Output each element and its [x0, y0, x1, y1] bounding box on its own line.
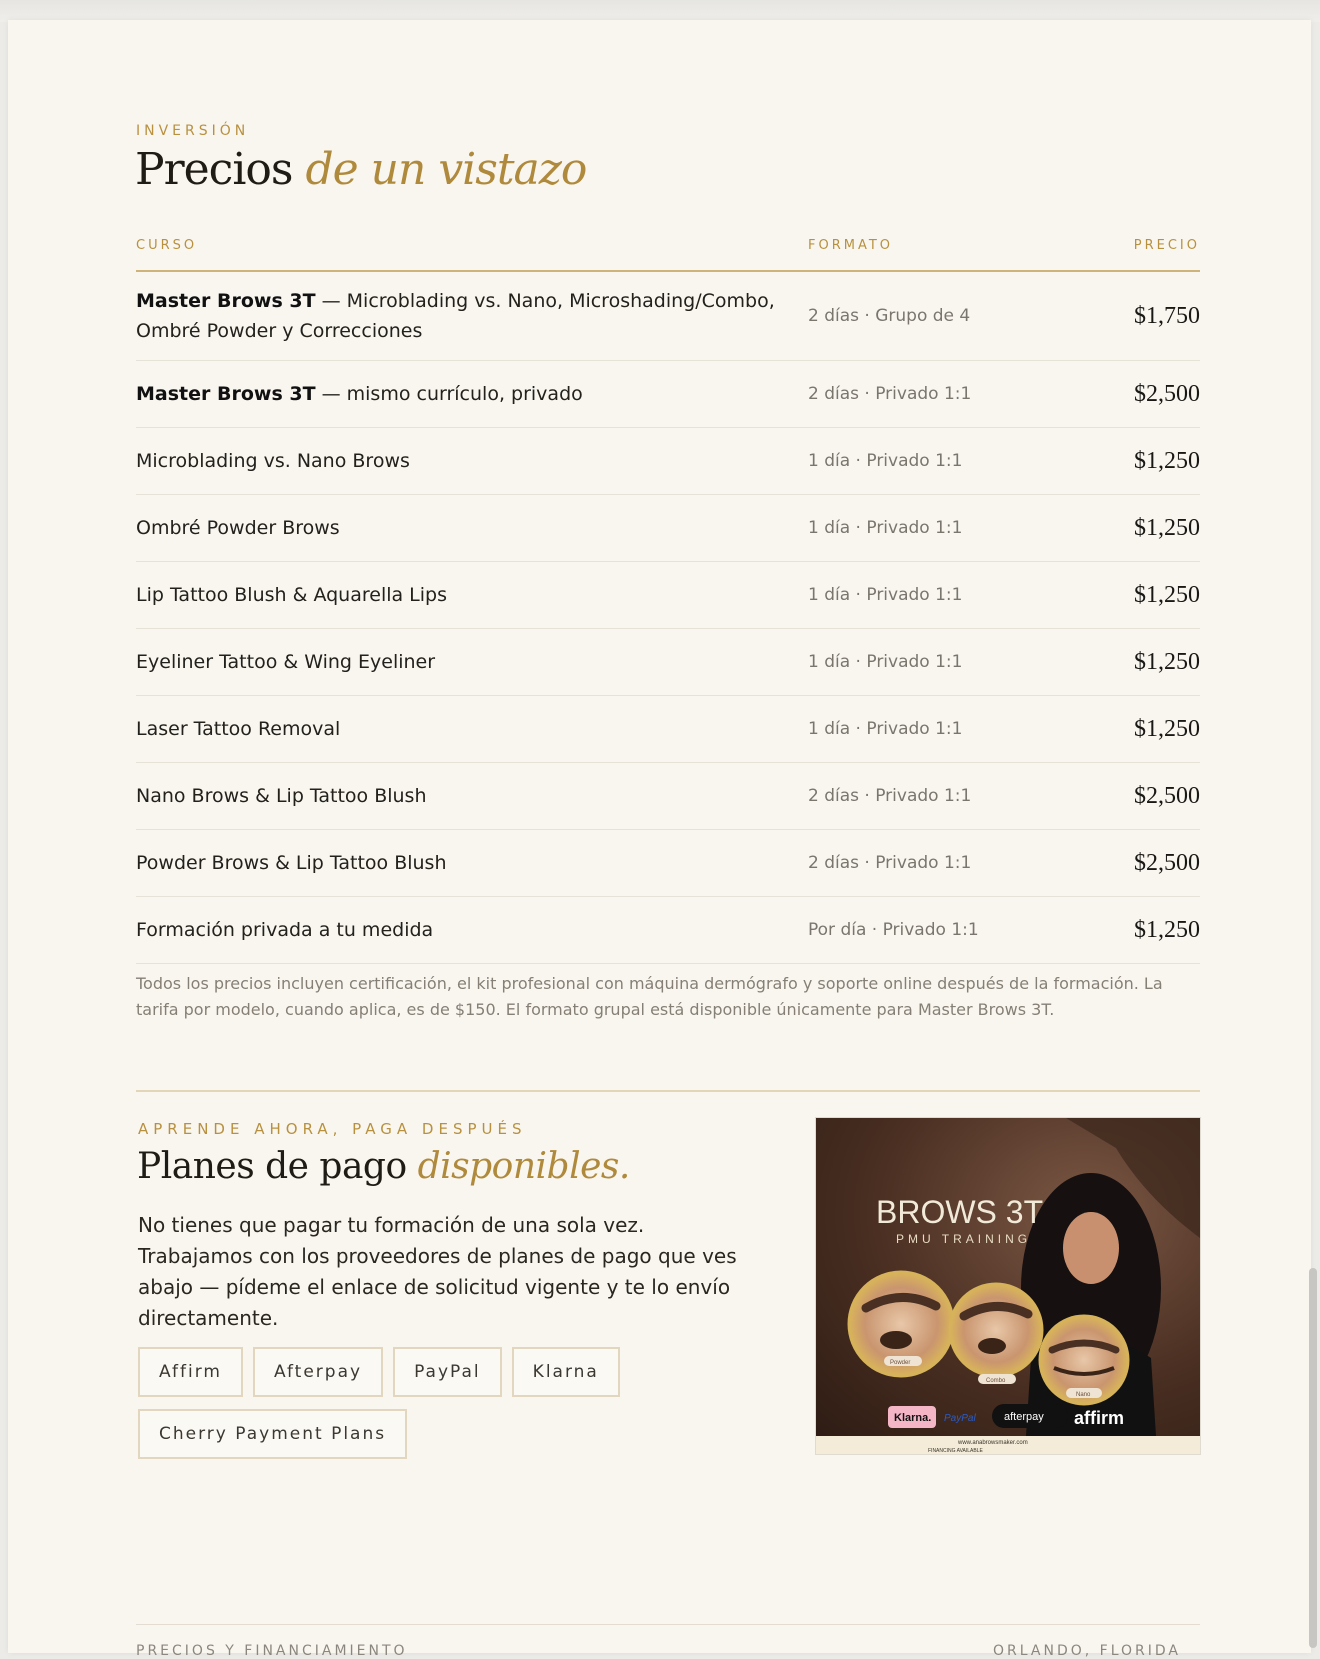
footer-section-label: PRECIOS Y FINANCIAMIENTO	[136, 1643, 408, 1659]
provider-chip-affirm: Affirm	[138, 1347, 243, 1397]
table-row	[136, 763, 1200, 830]
pricing-table	[136, 232, 1200, 964]
pricing-note: Todos los precios incluyen certificación, el kit profesional con máquina dermógrafo y soporte online después de la formación. La tarifa por modelo, cuando aplica, es de $150. El formato grupal está disponible únicamente para Master Brows 3T.	[136, 974, 1163, 1019]
promo-brand: BROWS 3T	[876, 1194, 1044, 1230]
course-name: Nano Brows & Lip Tattoo Blush	[136, 785, 427, 807]
footer-divider	[136, 1624, 1200, 1625]
course-name: Lip Tattoo Blush & Aquarella Lips	[136, 584, 448, 606]
provider-chip-klarna: Klarna	[512, 1347, 620, 1397]
promo-brow-combo	[950, 1284, 1042, 1376]
course-name: Microblading vs. Nano Brows	[136, 450, 410, 472]
course-price: $2,500	[1134, 782, 1200, 809]
footer-location: ORLANDO, FLORIDA	[993, 1643, 1181, 1659]
promo-label-nano: Nano	[1076, 1392, 1091, 1398]
pricing-title-accent: de un vistazo	[305, 144, 587, 195]
promo-image	[815, 1117, 1201, 1455]
svg-text:afterpay: afterpay	[1004, 1411, 1044, 1423]
promo-artwork	[816, 1118, 1200, 1436]
page-sheet	[8, 20, 1311, 1659]
payment-title-accent: disponibles.	[417, 1146, 630, 1187]
table-row	[136, 361, 1200, 428]
payment-description: No tienes que pagar tu formación de una sola vez. Trabajamos con los proveedores de planes de pago que ves abajo — pídeme el enlace de solicitud vigente y te lo envío directamente.	[138, 1213, 737, 1330]
course-price: $1,250	[1134, 514, 1200, 541]
svg-text:Klarna.: Klarna.	[894, 1412, 932, 1424]
course-price: $1,250	[1134, 581, 1200, 608]
pricing-table-header	[136, 232, 1200, 272]
table-row	[136, 897, 1200, 964]
course-format: 1 día · Privado 1:1	[808, 719, 963, 739]
course-format: Por día · Privado 1:1	[808, 920, 979, 940]
promo-logo-paypal: PayPal	[944, 1413, 976, 1424]
provider-chip-cherry: Cherry Payment Plans	[138, 1409, 407, 1459]
course-format: 1 día · Privado 1:1	[808, 518, 963, 538]
course-price: $1,250	[1134, 916, 1200, 943]
course-name-rest: — mismo currículo, privado	[315, 383, 583, 405]
course-name-bold: Master Brows 3T	[136, 290, 316, 312]
scrollbar-thumb[interactable]	[1309, 1268, 1317, 1648]
course-price: $2,500	[1134, 849, 1200, 876]
table-row	[136, 562, 1200, 629]
promo-footer-text: FINANCING AVAILABLE	[928, 1448, 983, 1454]
table-row	[136, 495, 1200, 562]
table-row	[136, 428, 1200, 495]
course-name-rest: — Microblading vs. Nano, Microshading/Combo, Ombré Powder y Correcciones	[136, 290, 775, 342]
course-format: 1 día · Privado 1:1	[808, 585, 963, 605]
header-price: PRECIO	[1133, 238, 1200, 253]
provider-chip-afterpay: Afterpay	[253, 1347, 383, 1397]
table-row	[136, 629, 1200, 696]
course-format: 2 días · Privado 1:1	[808, 853, 972, 873]
course-name-bold: Master Brows 3T	[136, 383, 316, 405]
table-row	[136, 272, 1200, 361]
course-price: $2,500	[1134, 380, 1200, 407]
provider-chip-paypal: PayPal	[393, 1347, 502, 1397]
course-format: 2 días · Grupo de 4	[808, 306, 971, 326]
header-format: FORMATO	[808, 238, 894, 253]
course-name: Laser Tattoo Removal	[136, 718, 341, 740]
payment-providers	[138, 1347, 638, 1459]
pricing-title-main: Precios	[135, 144, 293, 195]
pricing-eyebrow: INVERSIÓN	[136, 123, 250, 139]
payment-eyebrow: APRENDE AHORA, PAGA DESPUÉS	[138, 1120, 527, 1138]
course-format: 1 día · Privado 1:1	[808, 652, 963, 672]
course-name: Ombré Powder Brows	[136, 517, 340, 539]
promo-website: www.anabrowsmaker.com	[958, 1440, 1028, 1446]
course-name	[136, 379, 776, 409]
browser-top-shade	[0, 0, 1320, 22]
course-name: Powder Brows & Lip Tattoo Blush	[136, 852, 447, 874]
header-course: CURSO	[136, 238, 198, 253]
table-row	[136, 696, 1200, 763]
promo-illustration	[816, 1118, 1200, 1436]
table-row	[136, 830, 1200, 897]
course-price: $1,250	[1134, 715, 1200, 742]
course-price: $1,250	[1134, 447, 1200, 474]
course-format: 2 días · Privado 1:1	[808, 786, 972, 806]
course-name: Formación privada a tu medida	[136, 919, 434, 941]
promo-label-combo: Combo	[986, 1378, 1006, 1384]
course-name	[136, 286, 776, 346]
payment-title-main: Planes de pago	[137, 1146, 407, 1187]
promo-footer-strip	[816, 1436, 1200, 1454]
course-price: $1,250	[1134, 648, 1200, 675]
section-divider	[136, 1090, 1200, 1092]
promo-subtitle: PMU TRAINING	[896, 1232, 1032, 1246]
course-format: 2 días · Privado 1:1	[808, 384, 972, 404]
promo-label-powder: Powder	[890, 1360, 911, 1366]
promo-logo-affirm: affirm	[1074, 1408, 1125, 1428]
pricing-title	[135, 144, 586, 195]
course-format: 1 día · Privado 1:1	[808, 451, 963, 471]
course-name: Eyeliner Tattoo & Wing Eyeliner	[136, 651, 436, 673]
payment-title	[137, 1146, 630, 1187]
course-price: $1,750	[1134, 302, 1200, 329]
